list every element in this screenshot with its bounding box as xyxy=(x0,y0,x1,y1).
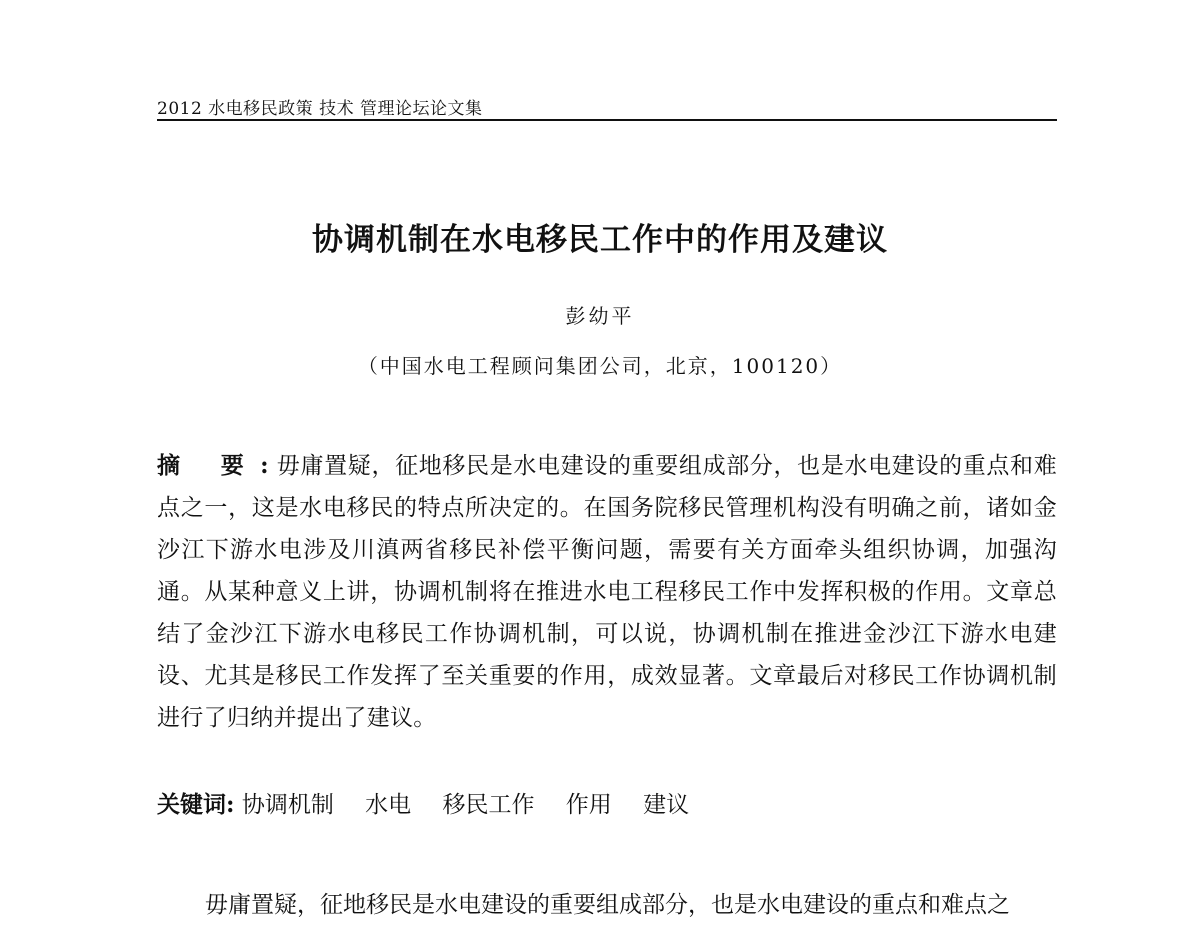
abstract xyxy=(157,445,1057,739)
keyword-item: 协调机制 xyxy=(241,792,334,818)
abstract-label: 摘 要 xyxy=(157,452,261,479)
keywords xyxy=(157,788,1057,822)
abstract-label-colon: : xyxy=(260,452,269,479)
abstract-text: 毋庸置疑，征地移民是水电建设的重要组成部分，也是水电建设的重点和难点之一，这是水电移民的特点所决定的。在国务院移民管理机构没有明确之前，诸如金沙江下游水电涉及川滇两省移民补偿平衡问题，需要有关方面牵头组织协调，加强沟通。从某种意义上讲，协调机制将在推进水电工程移民工作中发挥积极的作用。文章总结了金沙江下游水电移民工作协调机制，可以说，协调机制在推进金沙江下游水电建设、尤其是移民工作发挥了至关重要的作用，成效显著。文章最后对移民工作协调机制进行了归纳并提出了建议。 xyxy=(157,453,1058,731)
keyword-item: 移民工作 xyxy=(442,792,535,818)
running-header: 2012 水电移民政策 技术 管理论坛论文集 xyxy=(157,99,483,119)
paper-title: 协调机制在水电移民工作中的作用及建议 xyxy=(312,222,888,258)
author-name: 彭幼平 xyxy=(565,304,635,328)
keyword-item: 作用 xyxy=(565,792,612,818)
body-paragraph: 毋庸置疑，征地移民是水电建设的重要组成部分，也是水电建设的重点和难点之 xyxy=(205,892,1010,918)
keyword-item: 建议 xyxy=(643,792,690,818)
header-rule xyxy=(157,119,1057,121)
keywords-label: 关键词: xyxy=(157,791,235,818)
author-affiliation: （中国水电工程顾问集团公司，北京，100120） xyxy=(357,354,843,378)
keyword-item: 水电 xyxy=(365,792,412,818)
